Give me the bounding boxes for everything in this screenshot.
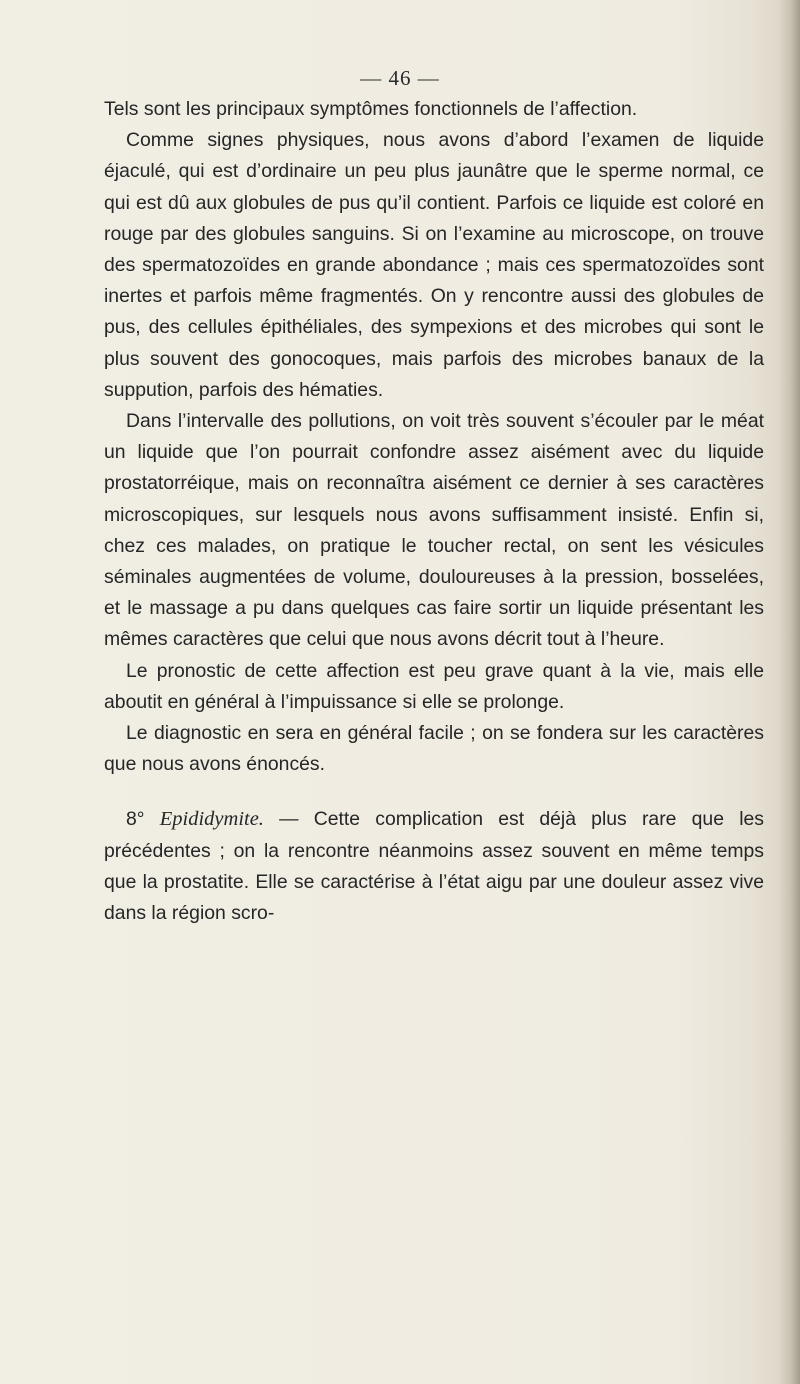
section-text: — Cette complication est déjà plus rare que les précédentes ; on la rencontre néanmoins assez souvent en même temps que la prostatite. Elle se caractérise à l’état aigu par une douleur assez vive dans la région scro- — [104, 808, 764, 925]
paragraph-diagnosis: Le diagnostic en sera en général facile ; on se fondera sur les caractères que nous avons énoncés. — [104, 722, 764, 776]
section-number: 8° — [126, 808, 145, 831]
body-text — [104, 94, 764, 929]
section-epididymite — [104, 804, 764, 929]
paragraph-physical-signs: Comme signes physiques, nous avons d’abord l’examen de liquide éjaculé, qui est d’ordinaire un peu plus jaunâtre que le sperme normal, ce qui est dû aux globules de pus qu’il contient. Parfois ce liquide est coloré en rouge par des globules sanguins. Si on l’examine au microscope, on trouve des spermatozoïdes en grande abondance ; mais ces spermatozoïdes sont inertes et parfois même fragmentés. On y rencontre aussi des globules de pus, des cellules épithéliales, des sympexions et des microbes qui sont le plus souvent des gonocoques, mais parfois des microbes banaux de la suppution, parfois des hématies. — [104, 129, 764, 401]
page-number: — 46 — — [360, 66, 440, 90]
paragraph-prognosis: Le pronostic de cette affection est peu grave quant à la vie, mais elle aboutit en général à l’impuissance si elle se prolonge. — [104, 659, 764, 713]
section-title: Epididymite. — [159, 808, 264, 831]
paragraph-pollutions: Dans l’intervalle des pollutions, on voit très souvent s’écouler par le méat un liquide que l’on pourrait confondre assez aisément avec du liquide prostatorréique, mais on reconnaîtra aisément ce dernier à ses caractères microscopiques, sur lesquels nous avons suffisamment insisté. Enfin si, chez ces malades, on pratique le toucher rectal, on sent les vésicules séminales augmentées de volume, douloureuses à la pression, bosselées, et le massage a pu dans quelques cas faire sortir un liquide présentant les mêmes caractères que celui que nous avons décrit tout à l’heure. — [104, 410, 764, 651]
paragraph-symptoms-summary: Tels sont les principaux symptômes fonctionnels de l’affection. — [104, 98, 638, 120]
page-edge-shadow — [778, 0, 800, 1384]
